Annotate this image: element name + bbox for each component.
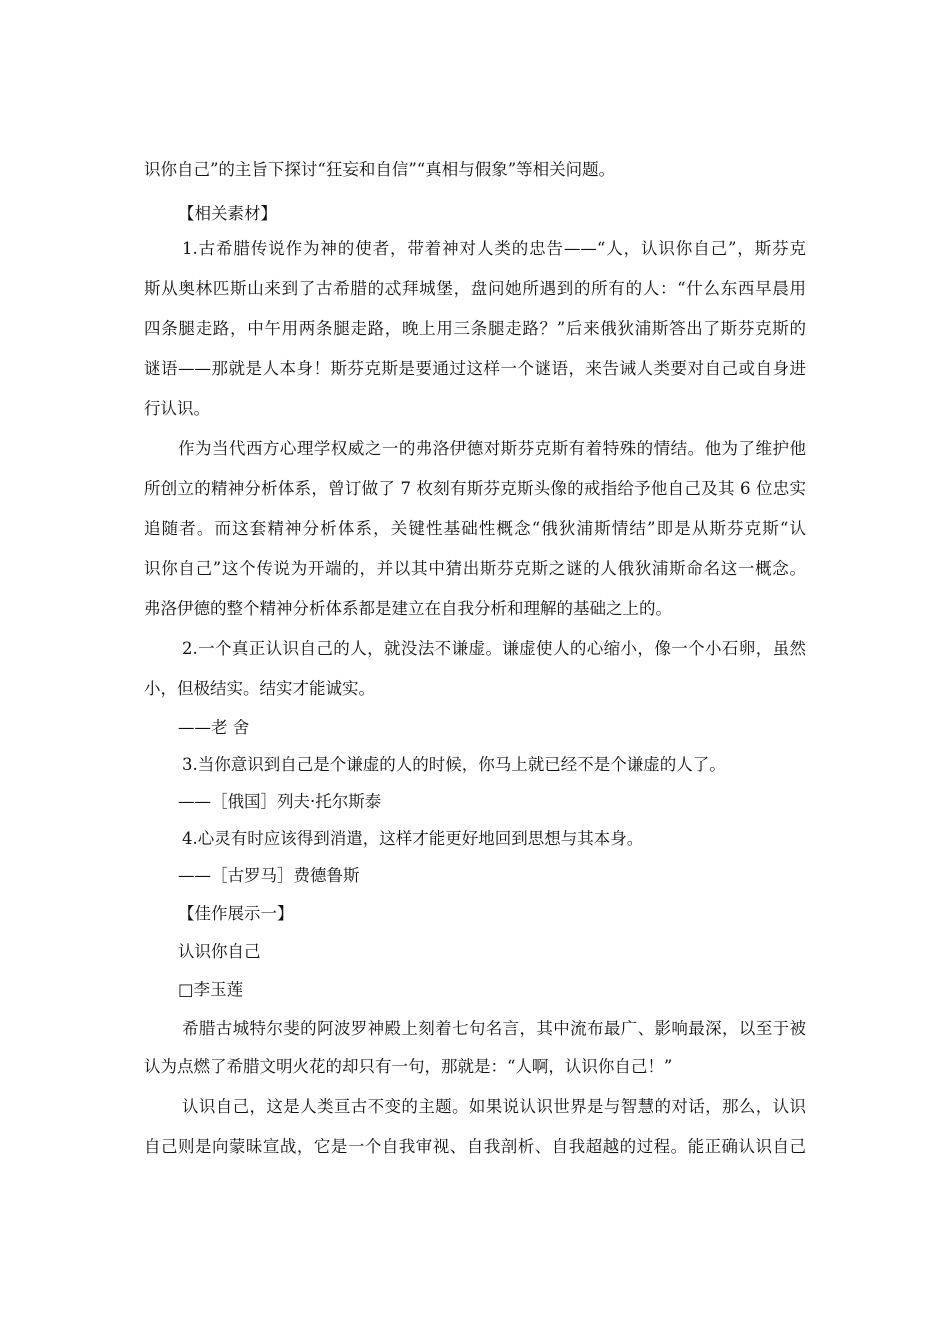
text-line: 识你自己”的主旨下探讨“狂妄和自信”“真相与假象”等相关问题。 [144,160,616,179]
text-line: 2.一个真正认识自己的人，就没法不谦虚。谦虚使人的心缩小，像一个小石卵，虽然 [182,639,806,658]
quote-text: 4.心灵有时应该得到消遣，这样才能更好地回到思想与其本身。 [182,829,644,848]
text-line: 行认识。 [144,399,210,418]
quote-attribution: ——［俄国］列夫·托尔斯泰 [178,792,382,811]
section-heading-showcase: 【佳作展示一】 [178,904,294,923]
quote-attribution: ——老 舍 [178,718,250,737]
quote-text: 3.当你意识到自己是个谦虚的人的时候，你马上就已经不是个谦虚的人了。 [182,755,726,774]
essay-author: □李玉莲 [178,980,244,999]
text-line: 四条腿走路，中午用两条腿走路，晚上用三条腿走路？”后来俄狄浦斯答出了斯芬克斯的 [144,319,806,338]
text-line: 所创立的精神分析体系，曾订做了 7 枚刻有斯芬克斯头像的戒指给予他自己及其 6 位忠实 [144,479,806,498]
text-line: 谜语——那就是人本身！斯芬克斯是要通过这样一个谜语，来告诫人类要对自己或自身进 [144,359,806,378]
text-line: 认为点燃了希腊文明火花的却只有一句，那就是：“人啊，认识你自己！” [144,1057,673,1076]
text-line: 1.古希腊传说作为神的使者，带着神对人类的忠告——“人，认识你自己”，斯芬克 [182,239,806,258]
quote-attribution: ——［古罗马］费德鲁斯 [178,866,360,885]
text-line: 小，但极结实。结实才能诚实。 [144,679,375,698]
text-line: 识你自己”这个传说为开端的，并以其中猜出斯芬克斯之谜的人俄狄浦斯命名这一概念。 [144,559,806,578]
text-line: 追随者。而这套精神分析体系，关键性基础性概念“俄狄浦斯情结”即是从斯芬克斯“认 [144,519,806,538]
text-line: 希腊古城特尔斐的阿波罗神殿上刻着七句名言，其中流布最广、影响最深，以至于被 [182,1019,806,1038]
text-line: 作为当代西方心理学权威之一的弗洛伊德对斯芬克斯有着特殊的情结。他为了维护他 [178,439,806,458]
text-line: 弗洛伊德的整个精神分析体系都是建立在自我分析和理解的基础之上的。 [144,599,672,618]
essay-title: 认识你自己 [178,942,261,961]
text-line: 认识自己，这是人类亘古不变的主题。如果说认识世界是与智慧的对话，那么，认识 [182,1097,806,1116]
section-heading-related-materials: 【相关素材】 [178,204,277,223]
text-line: 自己则是向蒙昧宣战，它是一个自我审视、自我剖析、自我超越的过程。能正确认识自己 [144,1137,806,1156]
text-line: 斯从奥林匹斯山来到了古希腊的忒拜城堡，盘问她所遇到的所有的人：“什么东西早晨用 [144,279,806,298]
